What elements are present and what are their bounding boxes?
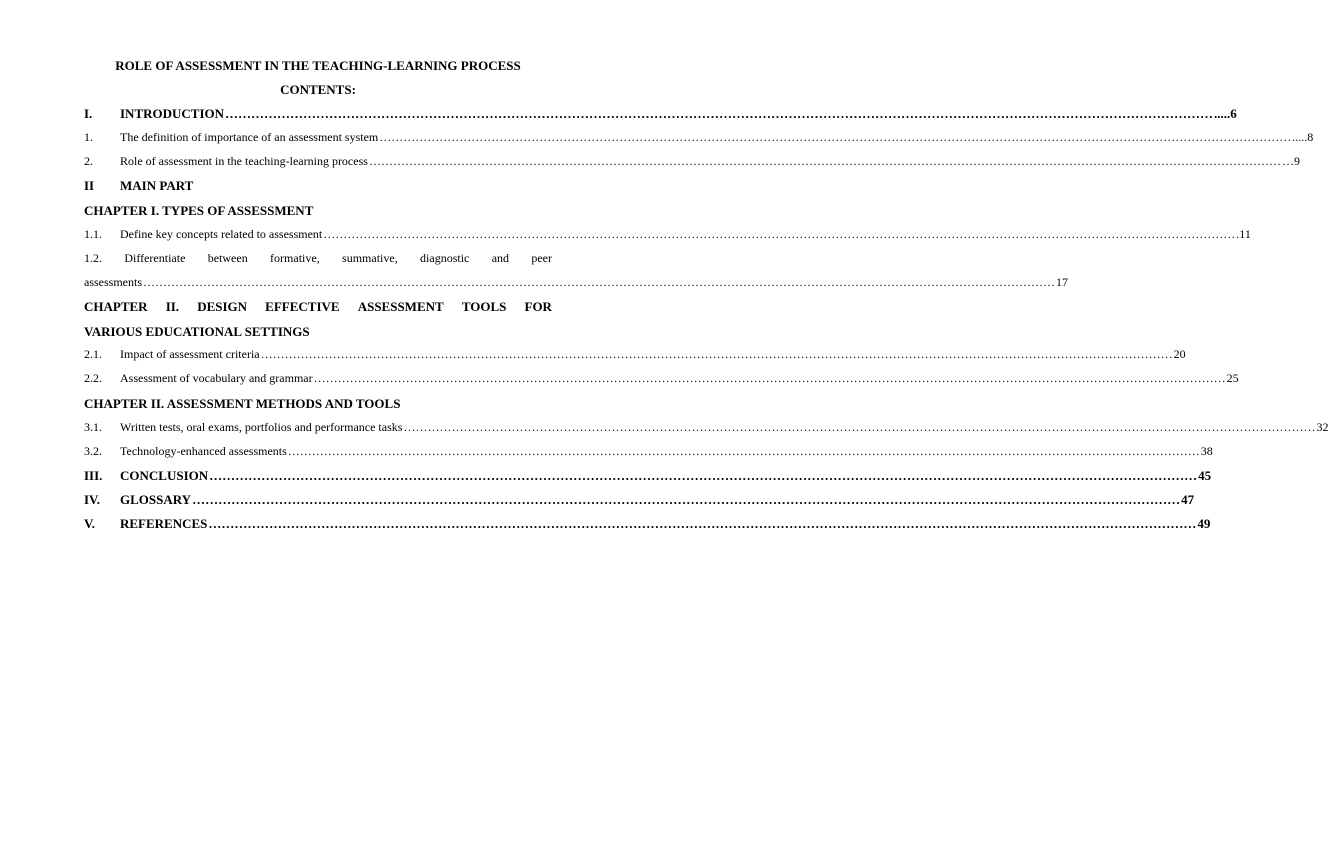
toc-dot-leader: ………………………………………………………………………………………………………………………………………………………………………………………………………… bbox=[379, 130, 1292, 144]
toc-text: Assessment of vocabulary and grammar bbox=[120, 371, 313, 385]
toc-number: V. bbox=[84, 516, 95, 531]
toc-page-number: 38 bbox=[1200, 444, 1213, 458]
toc-entry-conclusion[interactable] bbox=[84, 468, 1212, 488]
toc-page-number: 45 bbox=[1198, 468, 1212, 483]
toc-word: and bbox=[491, 251, 510, 265]
toc-chapter-heading-2[interactable] bbox=[84, 299, 552, 319]
toc-number: 2.2. bbox=[84, 371, 102, 385]
toc-chapter-heading-1[interactable]: CHAPTER I. TYPES OF ASSESSMENT bbox=[84, 203, 314, 218]
toc-entry-main-part[interactable] bbox=[84, 178, 552, 198]
toc-number: 1.1. bbox=[84, 227, 102, 241]
toc-page-number: 20 bbox=[1173, 347, 1186, 361]
toc-page-number: …9 bbox=[1281, 154, 1300, 168]
toc-page-number: .....8 bbox=[1292, 130, 1314, 144]
toc-number: 1.2. bbox=[84, 251, 102, 265]
toc-dot-leader: ………………………………………………………………………………………………………………………………………………………………………………………………………… bbox=[287, 444, 1200, 458]
toc-entry-vocabulary-grammar[interactable] bbox=[84, 371, 1239, 391]
contents-label: CONTENTS: bbox=[280, 82, 356, 97]
toc-page-number: 47 bbox=[1181, 492, 1195, 507]
toc-word: CHAPTER bbox=[84, 299, 148, 314]
toc-word: II. bbox=[165, 299, 180, 314]
toc-page-number: .11 bbox=[1236, 227, 1251, 241]
toc-page-number: .....6 bbox=[1214, 106, 1237, 121]
toc-page-number: 49 bbox=[1197, 516, 1211, 531]
toc-number: 3.2. bbox=[84, 444, 102, 458]
toc-dot-leader: ………………………………………………………………………………………………………………………………………………………………………………………………………… bbox=[260, 347, 1173, 361]
toc-text: GLOSSARY bbox=[120, 492, 192, 507]
toc-text: Impact of assessment criteria bbox=[120, 347, 260, 361]
toc-text: assessments bbox=[84, 275, 142, 289]
toc-number: II bbox=[84, 178, 95, 193]
toc-dot-leader: ………………………………………………………………………………………………………………………………………………………………………………………………………… bbox=[323, 227, 1236, 241]
toc-entry-definition[interactable] bbox=[84, 130, 1314, 150]
toc-entry-references[interactable] bbox=[84, 516, 1211, 536]
toc-text: The definition of importance of an assessment system bbox=[120, 130, 379, 144]
toc-entry-key-concepts[interactable] bbox=[84, 227, 1251, 247]
toc-word: FOR bbox=[524, 299, 552, 314]
toc-dot-leader: ………………………………………………………………………………………………………………………………………………………………………………………………………… bbox=[403, 420, 1316, 434]
toc-dot-leader: ………………………………………………………………………………………………………………………………………………………………………………………………………… bbox=[209, 468, 1198, 483]
toc-chapter-heading-2-continued: VARIOUS EDUCATIONAL SETTINGS bbox=[84, 324, 310, 339]
toc-word: diagnostic bbox=[420, 251, 470, 265]
toc-text: CONCLUSION bbox=[120, 468, 209, 483]
toc-text: Technology-enhanced assessments bbox=[120, 444, 287, 458]
toc-word: EFFECTIVE bbox=[265, 299, 340, 314]
toc-dot-leader: ………………………………………………………………………………………………………………………………………………………………………………………………………… bbox=[313, 371, 1226, 385]
toc-word: formative, bbox=[270, 251, 320, 265]
toc-text: REFERENCES bbox=[120, 516, 208, 531]
toc-number: III. bbox=[84, 468, 103, 483]
toc-text: INTRODUCTION bbox=[120, 106, 225, 121]
toc-number: 3.1. bbox=[84, 420, 102, 434]
toc-entry-introduction[interactable] bbox=[84, 106, 1237, 126]
toc-text: MAIN PART bbox=[120, 178, 194, 193]
toc-chapter-heading-3[interactable]: CHAPTER II. ASSESSMENT METHODS AND TOOLS bbox=[84, 396, 401, 411]
toc-page-number: 17 bbox=[1056, 275, 1068, 289]
toc-dot-leader: ………………………………………………………………………………………………………………………………………………………………………………………………………… bbox=[143, 275, 1055, 289]
toc-page-number: 32 bbox=[1316, 420, 1328, 434]
toc-word: DESIGN bbox=[197, 299, 248, 314]
toc-entry-differentiate-continued[interactable] bbox=[84, 275, 1068, 295]
toc-entry-role[interactable] bbox=[84, 154, 1300, 174]
toc-text: Role of assessment in the teaching-learning process bbox=[120, 154, 368, 168]
toc-number: 1. bbox=[84, 130, 93, 144]
toc-number: 2. bbox=[84, 154, 93, 168]
toc-text: Define key concepts related to assessment bbox=[120, 227, 323, 241]
toc-number: I. bbox=[84, 106, 93, 121]
toc-entry-impact-criteria[interactable] bbox=[84, 347, 1186, 367]
toc-word: summative, bbox=[342, 251, 398, 265]
toc-word: peer bbox=[531, 251, 552, 265]
toc-entry-differentiate[interactable] bbox=[84, 251, 552, 271]
toc-number: 2.1. bbox=[84, 347, 102, 361]
toc-word: ASSESSMENT bbox=[357, 299, 444, 314]
toc-entry-glossary[interactable] bbox=[84, 492, 1195, 512]
toc-entry-written-tests[interactable] bbox=[84, 420, 1328, 440]
toc-dot-leader: ………………………………………………………………………………………………………………………………………………………………………………………………………… bbox=[208, 516, 1197, 531]
toc-dot-leader: ………………………………………………………………………………………………………………………………………………………………………………………………………… bbox=[192, 492, 1181, 507]
toc-entry-technology[interactable] bbox=[84, 444, 1213, 464]
toc-dot-leader: ………………………………………………………………………………………………………………………………………………………………………………………………………… bbox=[368, 154, 1281, 168]
toc-word: TOOLS bbox=[461, 299, 507, 314]
toc-word: between bbox=[207, 251, 248, 265]
toc-number: IV. bbox=[84, 492, 101, 507]
document-title: ROLE OF ASSESSMENT IN THE TEACHING-LEARNING PROCESS bbox=[115, 58, 521, 73]
toc-text: Written tests, oral exams, portfolios and performance tasks bbox=[120, 420, 403, 434]
toc-page-number: 25 bbox=[1226, 371, 1239, 385]
toc-dot-leader: ………………………………………………………………………………………………………………………………………………………………………………………………………… bbox=[225, 106, 1214, 121]
toc-word: Differentiate bbox=[124, 251, 186, 265]
